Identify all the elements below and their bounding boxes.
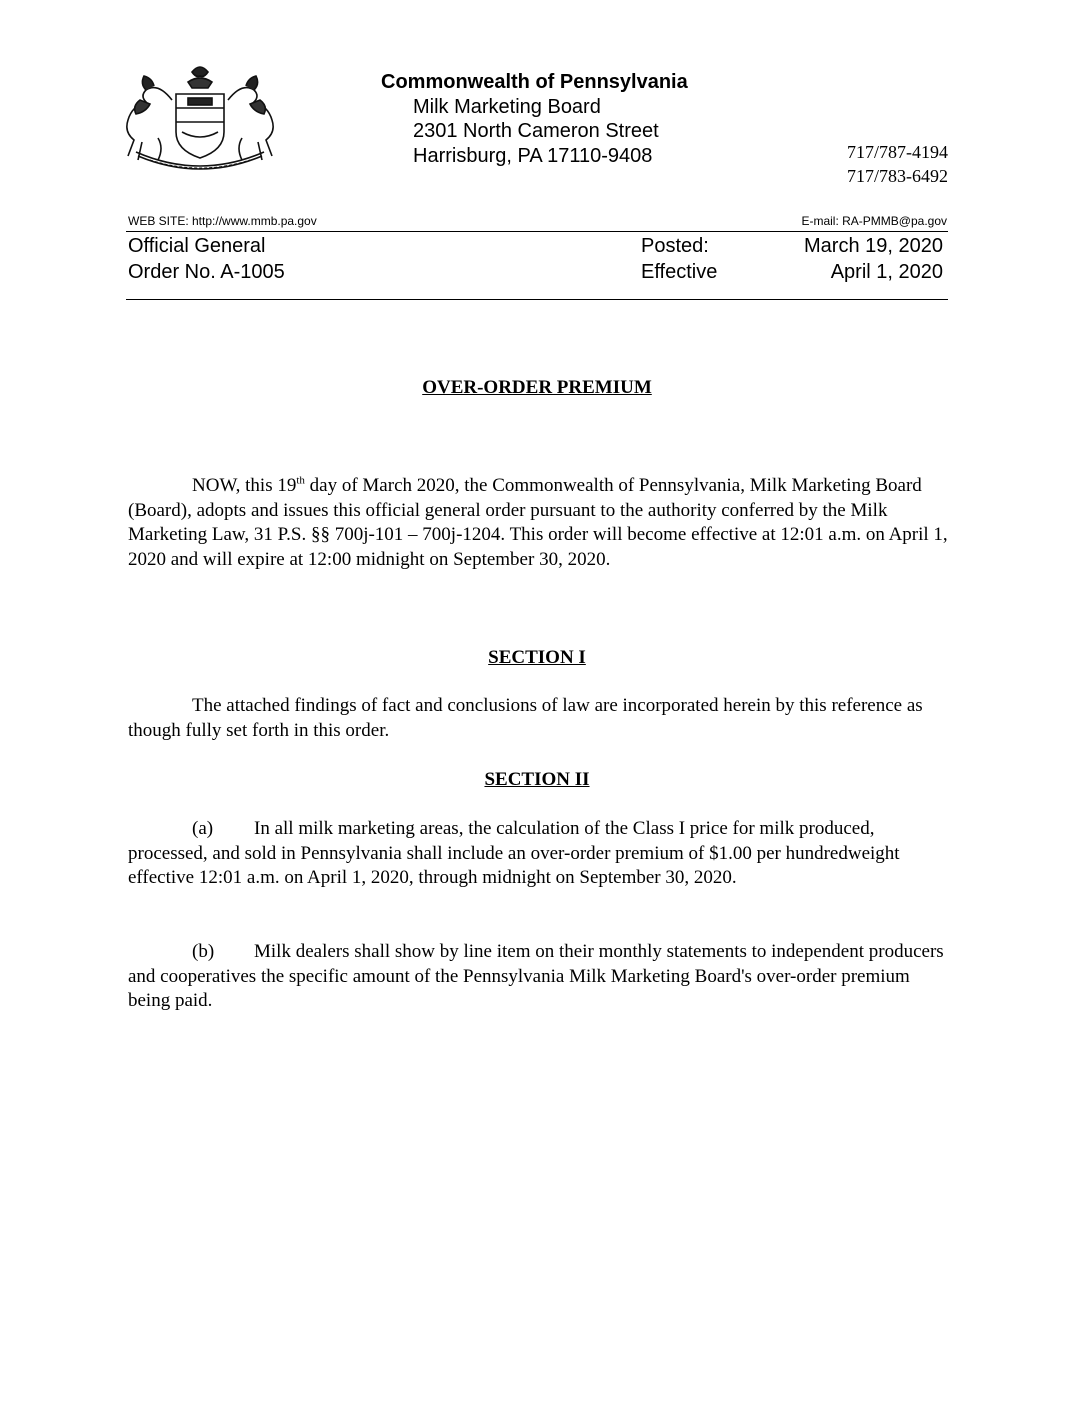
posted-date: March 19, 2020 [804,235,943,257]
city-state-zip: Harrisburg, PA 17110-9408 [413,144,653,167]
section-2-a-text: In all milk marketing areas, the calculation of the Class I price for milk produced, processed, and sold in Pennsylvania shall include an over-order premium of $1.00 per hundredweight effective 12:01 a.m. on April 1, 2020, through midnight on September 30, 2020. [128,818,900,888]
document-title: OVER-ORDER PREMIUM [422,377,652,398]
phone-number: 717/783-6492 [847,166,948,186]
street-address: 2301 North Cameron Street [413,120,659,142]
section-1-heading: SECTION I [488,647,586,668]
divider [126,231,948,232]
order-dates [804,233,943,285]
section-2-paragraph-b [128,940,948,1014]
intro-paragraph [128,474,948,572]
intro-text-rest: day of March 2020, the Commonwealth of Pennsylvania, Milk Marketing Board (Board), adopts and issues this official general order pursuant to the authority conferred by the Milk Marketing Law, 31 P.S. §§ 700j-101 – 700j-1204. This order will become effective at 12:01 a.m. on April 1, 2020 and will expire at 12:00 midnight on September 30, 2020. [128,475,948,570]
organization-name: Commonwealth of Pennsylvania [381,71,688,93]
paragraph-label: (b) [192,941,215,962]
phone-numbers [847,140,948,188]
divider [126,299,948,300]
section-1-paragraph [128,694,948,743]
effective-label: Effective [641,261,718,283]
order-date-labels [641,233,717,285]
paragraph-label: (a) [192,818,214,839]
intro-ordinal-suffix: th [296,474,305,487]
section-2-b-text: Milk dealers shall show by line item on their monthly statements to independent producers and cooperatives the specific amount of the Pennsylvania Milk Marketing Board's over-order premium being paid. [128,941,944,1011]
effective-date: April 1, 2020 [830,261,943,283]
section-1-text: The attached findings of fact and conclusions of law are incorporated herein by this reference as though fully set forth in this order. [128,695,923,741]
section-2-heading: SECTION II [484,769,590,790]
website-text: WEB SITE: http://www.mmb.pa.gov [128,214,317,228]
posted-label: Posted: [641,235,709,257]
order-identifier [128,233,285,285]
order-line-1: Official General [128,235,266,257]
board-name: Milk Marketing Board [413,95,601,118]
phone-number: 717/787-4194 [847,142,948,162]
email-text: E-mail: RA-PMMB@pa.gov [801,214,947,228]
intro-text-start: NOW, this 19 [192,475,297,496]
section-2-paragraph-a [128,817,948,891]
pennsylvania-seal-emblem [110,60,290,185]
order-number: Order No. A-1005 [128,261,285,283]
letterhead-address [381,70,688,168]
